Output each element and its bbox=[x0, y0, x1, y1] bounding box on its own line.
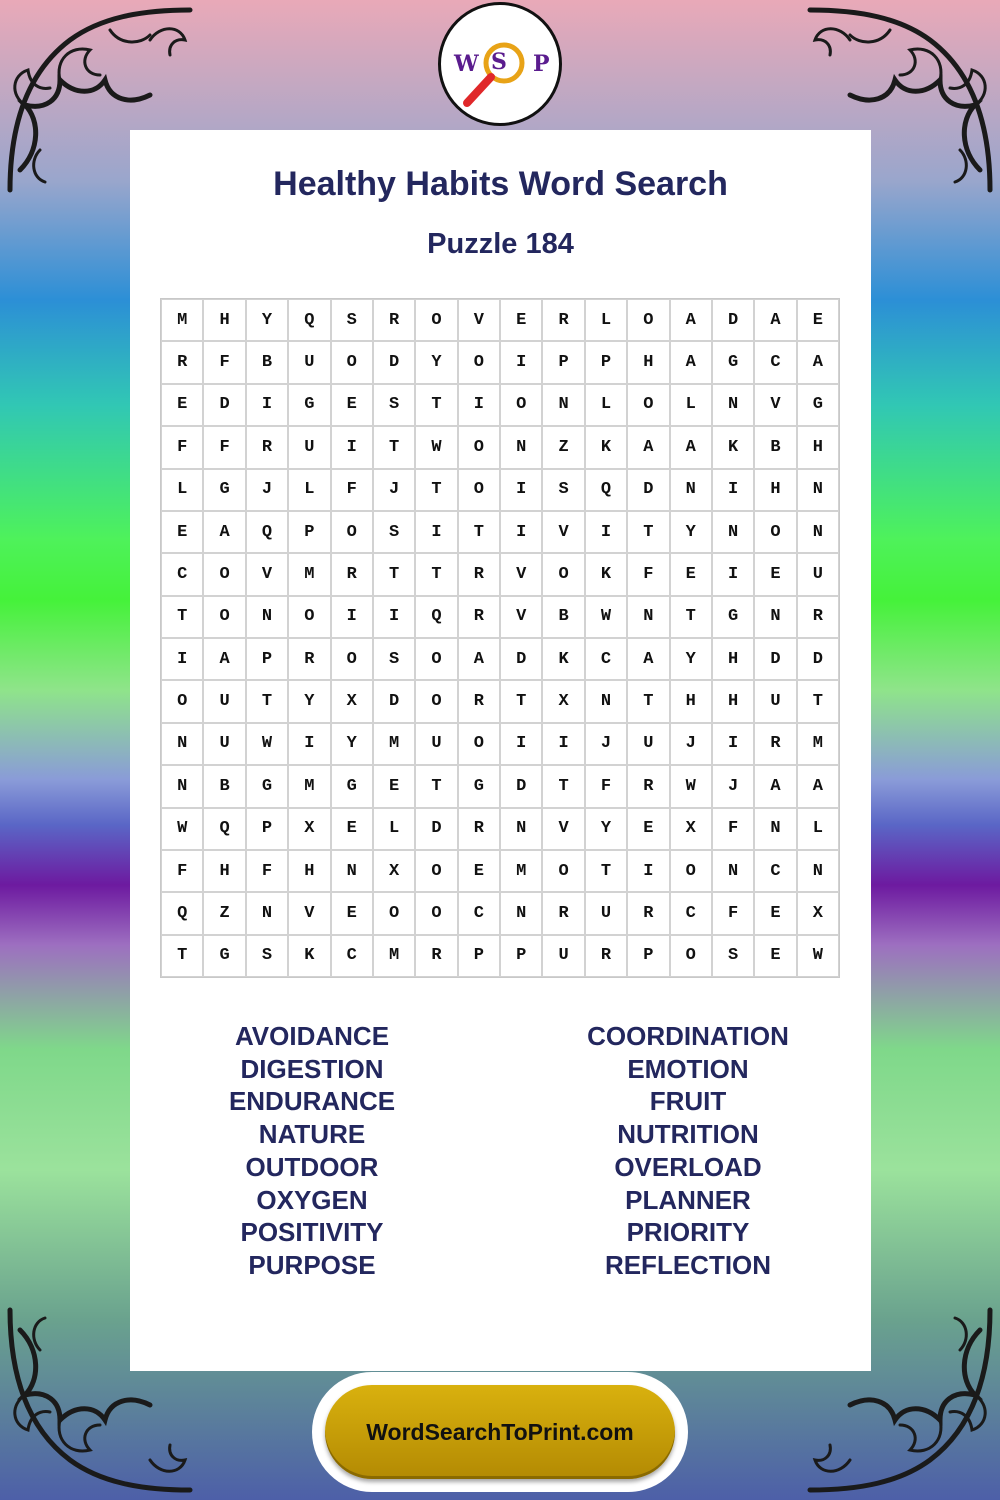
grid-cell[interactable]: N bbox=[797, 511, 839, 553]
grid-cell[interactable]: V bbox=[542, 511, 584, 553]
grid-cell[interactable]: U bbox=[203, 680, 245, 722]
grid-cell[interactable]: F bbox=[203, 341, 245, 383]
grid-cell[interactable]: V bbox=[288, 892, 330, 934]
grid-cell[interactable]: O bbox=[542, 553, 584, 595]
grid-cell[interactable]: I bbox=[500, 341, 542, 383]
grid-cell[interactable]: O bbox=[288, 596, 330, 638]
grid-cell[interactable]: D bbox=[712, 299, 754, 341]
grid-cell[interactable]: R bbox=[458, 808, 500, 850]
grid-cell[interactable]: O bbox=[627, 299, 669, 341]
grid-cell[interactable]: M bbox=[373, 935, 415, 977]
grid-cell[interactable]: E bbox=[627, 808, 669, 850]
grid-cell[interactable]: E bbox=[458, 850, 500, 892]
grid-cell[interactable]: R bbox=[161, 341, 203, 383]
grid-cell[interactable]: H bbox=[203, 850, 245, 892]
grid-cell[interactable]: S bbox=[542, 469, 584, 511]
grid-cell[interactable]: J bbox=[585, 723, 627, 765]
grid-cell[interactable]: O bbox=[203, 553, 245, 595]
grid-cell[interactable]: Z bbox=[542, 426, 584, 468]
grid-cell[interactable]: X bbox=[331, 680, 373, 722]
grid-cell[interactable]: N bbox=[246, 892, 288, 934]
grid-cell[interactable]: E bbox=[670, 553, 712, 595]
grid-cell[interactable]: O bbox=[627, 384, 669, 426]
grid-cell[interactable]: O bbox=[161, 680, 203, 722]
grid-cell[interactable]: G bbox=[203, 935, 245, 977]
grid-cell[interactable]: L bbox=[797, 808, 839, 850]
logo-letter-p: P bbox=[533, 51, 550, 77]
grid-cell[interactable]: S bbox=[246, 935, 288, 977]
grid-cell[interactable]: S bbox=[373, 384, 415, 426]
grid-cell[interactable]: O bbox=[415, 638, 457, 680]
grid-cell[interactable]: R bbox=[627, 765, 669, 807]
grid-cell[interactable]: J bbox=[670, 723, 712, 765]
word-list-item: POSITIVITY bbox=[240, 1217, 384, 1248]
grid-cell[interactable]: D bbox=[500, 765, 542, 807]
grid-cell[interactable]: N bbox=[331, 850, 373, 892]
grid-cell[interactable]: E bbox=[754, 553, 796, 595]
grid-cell[interactable]: A bbox=[203, 638, 245, 680]
grid-cell[interactable]: O bbox=[458, 341, 500, 383]
grid-cell[interactable]: H bbox=[203, 299, 245, 341]
grid-cell[interactable]: L bbox=[585, 384, 627, 426]
word-list-item: COORDINATION bbox=[587, 1021, 789, 1051]
grid-cell[interactable]: I bbox=[712, 469, 754, 511]
grid-cell[interactable]: X bbox=[373, 850, 415, 892]
grid-cell[interactable]: S bbox=[373, 511, 415, 553]
grid-cell[interactable]: T bbox=[373, 426, 415, 468]
grid-cell[interactable]: U bbox=[415, 723, 457, 765]
grid-cell[interactable]: H bbox=[712, 638, 754, 680]
grid-cell[interactable]: A bbox=[670, 299, 712, 341]
word-list-left bbox=[152, 1020, 472, 1282]
grid-cell[interactable]: W bbox=[670, 765, 712, 807]
grid-cell[interactable]: E bbox=[331, 808, 373, 850]
grid-cell[interactable]: X bbox=[797, 892, 839, 934]
grid-cell[interactable]: D bbox=[373, 680, 415, 722]
grid-cell[interactable]: D bbox=[373, 341, 415, 383]
grid-cell[interactable]: P bbox=[458, 935, 500, 977]
grid-cell[interactable]: D bbox=[754, 638, 796, 680]
grid-cell[interactable]: J bbox=[712, 765, 754, 807]
word-list-item: EMOTION bbox=[627, 1053, 749, 1084]
grid-cell[interactable]: X bbox=[288, 808, 330, 850]
letter-grid[interactable] bbox=[160, 298, 840, 978]
grid-cell[interactable]: W bbox=[415, 426, 457, 468]
grid-cell[interactable]: P bbox=[246, 808, 288, 850]
grid-cell[interactable]: H bbox=[627, 341, 669, 383]
grid-cell[interactable]: O bbox=[754, 511, 796, 553]
grid-cell[interactable]: Y bbox=[288, 680, 330, 722]
grid-cell[interactable]: T bbox=[797, 680, 839, 722]
grid-cell[interactable]: O bbox=[458, 723, 500, 765]
grid-cell[interactable]: O bbox=[331, 511, 373, 553]
grid-cell[interactable]: Q bbox=[203, 808, 245, 850]
grid-cell[interactable]: U bbox=[585, 892, 627, 934]
grid-cell[interactable]: R bbox=[288, 638, 330, 680]
grid-cell[interactable]: U bbox=[288, 426, 330, 468]
grid-cell[interactable]: F bbox=[246, 850, 288, 892]
grid-cell[interactable]: R bbox=[627, 892, 669, 934]
grid-cell[interactable]: D bbox=[627, 469, 669, 511]
grid-cell[interactable]: R bbox=[458, 680, 500, 722]
grid-cell[interactable]: F bbox=[712, 808, 754, 850]
grid-cell[interactable]: N bbox=[246, 596, 288, 638]
grid-cell[interactable]: N bbox=[712, 850, 754, 892]
grid-cell[interactable]: P bbox=[585, 341, 627, 383]
grid-cell[interactable]: O bbox=[415, 892, 457, 934]
grid-cell[interactable]: U bbox=[627, 723, 669, 765]
grid-cell[interactable]: B bbox=[754, 426, 796, 468]
grid-cell[interactable]: N bbox=[797, 850, 839, 892]
grid-cell[interactable]: G bbox=[331, 765, 373, 807]
word-list-item: NUTRITION bbox=[617, 1119, 759, 1150]
grid-cell[interactable]: I bbox=[246, 384, 288, 426]
grid-cell[interactable]: N bbox=[585, 680, 627, 722]
grid-cell[interactable]: X bbox=[542, 680, 584, 722]
grid-cell[interactable]: N bbox=[712, 511, 754, 553]
grid-cell[interactable]: Q bbox=[585, 469, 627, 511]
site-logo[interactable] bbox=[438, 2, 562, 126]
grid-cell[interactable]: S bbox=[373, 638, 415, 680]
grid-cell[interactable]: W bbox=[797, 935, 839, 977]
grid-cell[interactable]: O bbox=[373, 892, 415, 934]
word-list-item: ENDURANCE bbox=[228, 1086, 396, 1117]
grid-cell[interactable]: N bbox=[627, 596, 669, 638]
grid-cell[interactable]: B bbox=[542, 596, 584, 638]
grid-cell[interactable]: O bbox=[458, 469, 500, 511]
grid-cell[interactable]: N bbox=[754, 596, 796, 638]
grid-cell[interactable]: T bbox=[542, 765, 584, 807]
puzzle-sheet bbox=[130, 130, 871, 1371]
grid-cell[interactable]: O bbox=[670, 935, 712, 977]
grid-cell[interactable]: Q bbox=[246, 511, 288, 553]
grid-cell[interactable]: C bbox=[458, 892, 500, 934]
grid-cell[interactable]: Y bbox=[331, 723, 373, 765]
grid-cell[interactable]: F bbox=[203, 426, 245, 468]
grid-cell[interactable]: G bbox=[712, 341, 754, 383]
grid-cell[interactable]: M bbox=[288, 765, 330, 807]
grid-cell[interactable]: R bbox=[415, 935, 457, 977]
grid-cell[interactable]: Q bbox=[415, 596, 457, 638]
grid-cell[interactable]: A bbox=[754, 765, 796, 807]
grid-cell[interactable]: I bbox=[288, 723, 330, 765]
logo-letter-s: S bbox=[491, 49, 507, 75]
grid-cell[interactable]: O bbox=[500, 384, 542, 426]
grid-cell[interactable]: P bbox=[288, 511, 330, 553]
grid-cell[interactable]: R bbox=[542, 299, 584, 341]
grid-cell[interactable]: G bbox=[458, 765, 500, 807]
grid-cell[interactable]: R bbox=[754, 723, 796, 765]
grid-cell[interactable]: M bbox=[797, 723, 839, 765]
word-list-item: NATURE bbox=[258, 1119, 366, 1150]
grid-cell[interactable]: E bbox=[161, 384, 203, 426]
grid-cell[interactable]: I bbox=[331, 426, 373, 468]
grid-cell[interactable]: X bbox=[670, 808, 712, 850]
grid-cell[interactable]: T bbox=[627, 680, 669, 722]
grid-cell[interactable]: A bbox=[797, 341, 839, 383]
grid-cell[interactable]: E bbox=[331, 384, 373, 426]
word-list-item: PLANNER bbox=[625, 1184, 751, 1215]
grid-cell[interactable]: J bbox=[373, 469, 415, 511]
grid-cell[interactable]: S bbox=[712, 935, 754, 977]
grid-cell[interactable]: C bbox=[754, 341, 796, 383]
grid-cell[interactable]: D bbox=[797, 638, 839, 680]
word-list-item: DIGESTION bbox=[240, 1053, 384, 1084]
grid-cell[interactable]: T bbox=[415, 469, 457, 511]
grid-cell[interactable]: D bbox=[415, 808, 457, 850]
grid-cell[interactable]: E bbox=[500, 299, 542, 341]
grid-cell[interactable]: F bbox=[585, 765, 627, 807]
grid-cell[interactable]: Q bbox=[288, 299, 330, 341]
grid-cell[interactable]: E bbox=[754, 892, 796, 934]
grid-cell[interactable]: T bbox=[161, 596, 203, 638]
grid-cell[interactable]: T bbox=[415, 765, 457, 807]
grid-cell[interactable]: C bbox=[161, 553, 203, 595]
grid-cell[interactable]: T bbox=[670, 596, 712, 638]
grid-cell[interactable]: A bbox=[754, 299, 796, 341]
grid-cell[interactable]: W bbox=[161, 808, 203, 850]
grid-cell[interactable]: I bbox=[500, 469, 542, 511]
grid-cell[interactable]: C bbox=[754, 850, 796, 892]
grid-cell[interactable]: T bbox=[161, 935, 203, 977]
grid-cell[interactable]: P bbox=[500, 935, 542, 977]
grid-cell[interactable]: R bbox=[373, 299, 415, 341]
word-list-item: FRUIT bbox=[649, 1086, 727, 1117]
grid-cell[interactable]: U bbox=[288, 341, 330, 383]
grid-cell[interactable]: H bbox=[670, 680, 712, 722]
grid-cell[interactable]: V bbox=[500, 596, 542, 638]
grid-cell[interactable]: T bbox=[500, 680, 542, 722]
grid-cell[interactable]: F bbox=[161, 426, 203, 468]
grid-cell[interactable]: O bbox=[458, 426, 500, 468]
grid-cell[interactable]: B bbox=[203, 765, 245, 807]
grid-cell[interactable]: C bbox=[585, 638, 627, 680]
grid-cell[interactable]: T bbox=[415, 384, 457, 426]
grid-cell[interactable]: C bbox=[331, 935, 373, 977]
grid-cell[interactable]: Y bbox=[670, 511, 712, 553]
grid-cell[interactable]: O bbox=[542, 850, 584, 892]
grid-cell[interactable]: A bbox=[627, 426, 669, 468]
grid-cell[interactable]: E bbox=[331, 892, 373, 934]
grid-cell[interactable]: L bbox=[585, 299, 627, 341]
grid-cell[interactable]: F bbox=[712, 892, 754, 934]
word-list-item: PURPOSE bbox=[248, 1249, 376, 1280]
grid-cell[interactable]: N bbox=[500, 808, 542, 850]
grid-cell[interactable]: N bbox=[161, 765, 203, 807]
grid-cell[interactable]: W bbox=[246, 723, 288, 765]
grid-cell[interactable]: I bbox=[542, 723, 584, 765]
grid-cell[interactable]: I bbox=[585, 511, 627, 553]
grid-cell[interactable]: E bbox=[161, 511, 203, 553]
word-list-right bbox=[528, 1020, 848, 1282]
grid-cell[interactable]: C bbox=[670, 892, 712, 934]
grid-cell[interactable]: V bbox=[754, 384, 796, 426]
grid-cell[interactable]: O bbox=[415, 850, 457, 892]
grid-cell[interactable]: N bbox=[754, 808, 796, 850]
grid-cell[interactable]: G bbox=[246, 765, 288, 807]
grid-cell[interactable]: T bbox=[246, 680, 288, 722]
grid-cell[interactable]: R bbox=[797, 596, 839, 638]
word-list-item: OUTDOOR bbox=[245, 1151, 379, 1182]
word-list-item: AVOIDANCE bbox=[234, 1021, 390, 1051]
grid-cell[interactable]: N bbox=[500, 892, 542, 934]
grid-cell[interactable]: I bbox=[415, 511, 457, 553]
grid-cell[interactable]: O bbox=[415, 680, 457, 722]
grid-cell[interactable]: U bbox=[754, 680, 796, 722]
grid-cell[interactable]: K bbox=[585, 553, 627, 595]
grid-cell[interactable]: A bbox=[670, 426, 712, 468]
grid-cell[interactable]: U bbox=[203, 723, 245, 765]
grid-cell[interactable]: G bbox=[797, 384, 839, 426]
grid-cell[interactable]: I bbox=[627, 850, 669, 892]
grid-cell[interactable]: F bbox=[161, 850, 203, 892]
grid-cell[interactable]: O bbox=[331, 638, 373, 680]
grid-cell[interactable]: S bbox=[331, 299, 373, 341]
grid-cell[interactable]: N bbox=[712, 384, 754, 426]
grid-cell[interactable]: V bbox=[458, 299, 500, 341]
grid-cell[interactable]: I bbox=[331, 596, 373, 638]
grid-cell[interactable]: A bbox=[670, 341, 712, 383]
page-title: Healthy Habits Word Search bbox=[273, 165, 728, 203]
grid-cell[interactable]: F bbox=[331, 469, 373, 511]
grid-cell[interactable]: M bbox=[500, 850, 542, 892]
grid-cell[interactable]: E bbox=[373, 765, 415, 807]
grid-cell[interactable]: R bbox=[331, 553, 373, 595]
grid-cell[interactable]: V bbox=[500, 553, 542, 595]
grid-cell[interactable]: H bbox=[288, 850, 330, 892]
word-list-item: OVERLOAD bbox=[614, 1151, 762, 1182]
puzzle-number: Puzzle 184 bbox=[427, 228, 574, 260]
grid-cell[interactable]: N bbox=[542, 384, 584, 426]
grid-cell[interactable]: D bbox=[500, 638, 542, 680]
grid-cell[interactable]: O bbox=[670, 850, 712, 892]
grid-cell[interactable]: E bbox=[754, 935, 796, 977]
grid-cell[interactable]: T bbox=[373, 553, 415, 595]
grid-cell[interactable]: Y bbox=[670, 638, 712, 680]
grid-cell[interactable]: N bbox=[500, 426, 542, 468]
grid-cell[interactable]: L bbox=[670, 384, 712, 426]
grid-cell[interactable]: M bbox=[373, 723, 415, 765]
grid-cell[interactable]: O bbox=[331, 341, 373, 383]
grid-cell[interactable]: D bbox=[203, 384, 245, 426]
grid-cell[interactable]: F bbox=[627, 553, 669, 595]
grid-cell[interactable]: Y bbox=[415, 341, 457, 383]
grid-cell[interactable]: U bbox=[797, 553, 839, 595]
word-list bbox=[130, 1020, 871, 1290]
grid-cell[interactable]: O bbox=[415, 299, 457, 341]
grid-cell[interactable]: B bbox=[246, 341, 288, 383]
grid-cell[interactable]: R bbox=[585, 935, 627, 977]
grid-cell[interactable]: G bbox=[203, 469, 245, 511]
grid-cell[interactable]: A bbox=[203, 511, 245, 553]
grid-cell[interactable]: N bbox=[670, 469, 712, 511]
grid-cell[interactable]: N bbox=[797, 469, 839, 511]
grid-cell[interactable]: I bbox=[373, 596, 415, 638]
grid-cell[interactable]: N bbox=[161, 723, 203, 765]
grid-cell[interactable]: I bbox=[500, 723, 542, 765]
grid-cell[interactable]: O bbox=[203, 596, 245, 638]
grid-cell[interactable]: V bbox=[246, 553, 288, 595]
grid-cell[interactable]: H bbox=[712, 680, 754, 722]
logo-letter-w: W bbox=[454, 51, 479, 77]
grid-cell[interactable]: T bbox=[627, 511, 669, 553]
grid-cell[interactable]: M bbox=[288, 553, 330, 595]
grid-cell[interactable]: I bbox=[500, 511, 542, 553]
grid-cell[interactable]: A bbox=[627, 638, 669, 680]
grid-cell[interactable]: L bbox=[288, 469, 330, 511]
grid-cell[interactable]: G bbox=[712, 596, 754, 638]
grid-cell[interactable]: H bbox=[754, 469, 796, 511]
grid-cell[interactable]: Q bbox=[161, 892, 203, 934]
grid-cell[interactable]: U bbox=[542, 935, 584, 977]
word-list-item: REFLECTION bbox=[604, 1249, 772, 1280]
grid-cell[interactable]: J bbox=[246, 469, 288, 511]
grid-cell[interactable]: T bbox=[458, 511, 500, 553]
grid-cell[interactable]: E bbox=[797, 299, 839, 341]
grid-cell[interactable]: K bbox=[585, 426, 627, 468]
word-list-item: PRIORITY bbox=[626, 1217, 750, 1248]
grid-cell[interactable]: L bbox=[161, 469, 203, 511]
grid-cell[interactable]: R bbox=[458, 553, 500, 595]
grid-cell[interactable]: L bbox=[373, 808, 415, 850]
grid-cell[interactable]: I bbox=[161, 638, 203, 680]
grid-cell[interactable]: I bbox=[712, 723, 754, 765]
grid-cell[interactable]: K bbox=[542, 638, 584, 680]
grid-cell[interactable]: Y bbox=[585, 808, 627, 850]
grid-cell[interactable]: H bbox=[797, 426, 839, 468]
grid-cell[interactable]: T bbox=[585, 850, 627, 892]
grid-cell[interactable]: A bbox=[458, 638, 500, 680]
site-link-button[interactable]: WordSearchToPrint.com bbox=[325, 1385, 675, 1479]
grid-cell[interactable]: I bbox=[712, 553, 754, 595]
grid-cell[interactable]: V bbox=[542, 808, 584, 850]
grid-cell[interactable]: Z bbox=[203, 892, 245, 934]
grid-cell[interactable]: T bbox=[415, 553, 457, 595]
grid-cell[interactable]: K bbox=[712, 426, 754, 468]
grid-cell[interactable]: K bbox=[288, 935, 330, 977]
grid-cell[interactable]: A bbox=[797, 765, 839, 807]
grid-cell[interactable]: R bbox=[246, 426, 288, 468]
grid-cell[interactable]: M bbox=[161, 299, 203, 341]
grid-cell[interactable]: P bbox=[246, 638, 288, 680]
grid-cell[interactable]: Y bbox=[246, 299, 288, 341]
grid-cell[interactable]: I bbox=[458, 384, 500, 426]
word-list-item: OXYGEN bbox=[256, 1184, 368, 1215]
grid-cell[interactable]: W bbox=[585, 596, 627, 638]
grid-cell[interactable]: P bbox=[627, 935, 669, 977]
grid-cell[interactable]: P bbox=[542, 341, 584, 383]
grid-cell[interactable]: R bbox=[542, 892, 584, 934]
grid-cell[interactable]: G bbox=[288, 384, 330, 426]
grid-cell[interactable]: R bbox=[458, 596, 500, 638]
